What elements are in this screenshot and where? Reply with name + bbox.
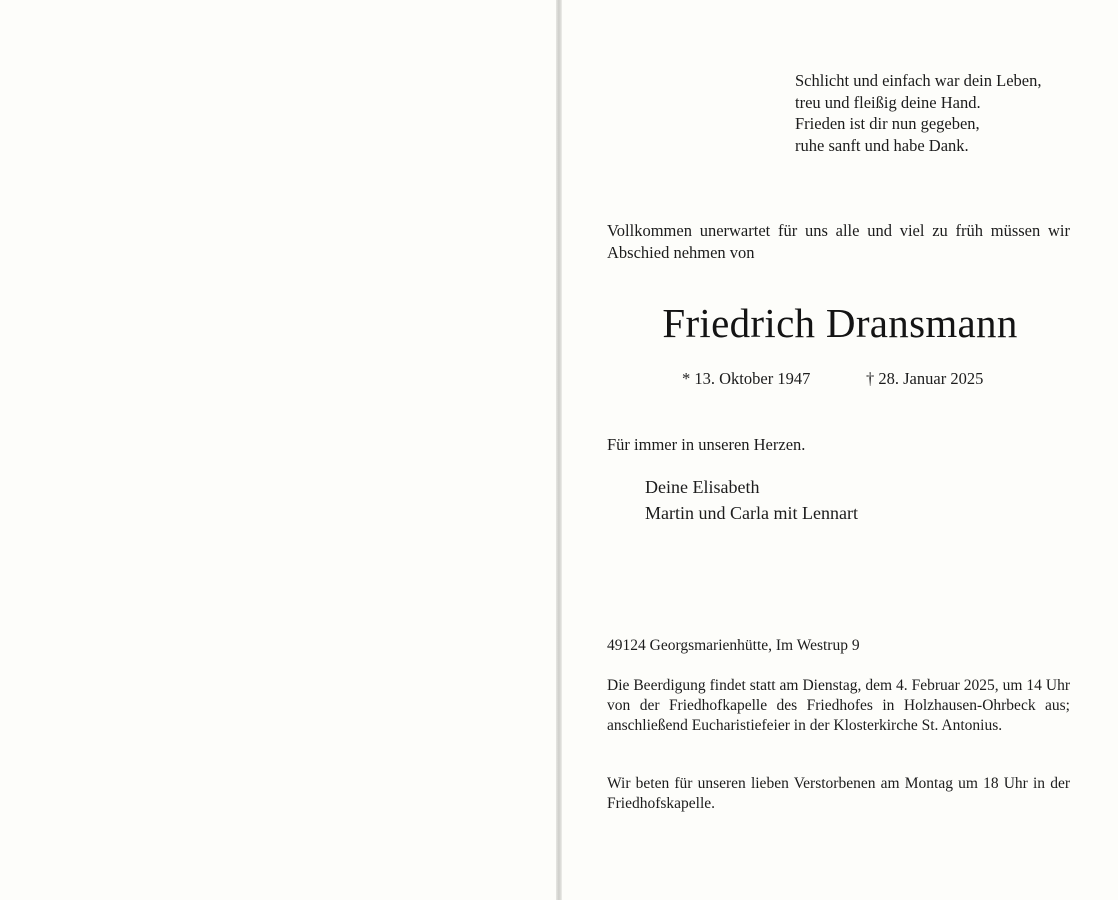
prayer-notice: Wir beten für unseren lieben Verstorbenen am Montag um 18 Uhr in der Friedhofskapelle.: [607, 775, 1070, 812]
mourners-list: [645, 474, 858, 526]
intro-text: Vollkommen unerwartet für uns alle und viel zu früh müssen wir Abschied nehmen von: [607, 221, 1070, 262]
poem-line: Frieden ist dir nun gegeben,: [795, 114, 980, 133]
left-page: [0, 0, 556, 900]
birth-date: * 13. Oktober 1947: [682, 369, 811, 388]
memorial-poem: [795, 70, 1042, 156]
poem-line: treu und fleißig deine Hand.: [795, 92, 981, 112]
funeral-notice: Die Beerdigung findet statt am Dienstag, dem 4. Februar 2025, um 14 Uhr von der Friedhofkapelle des Friedhofes in Holzhausen-Ohrbeck aus; anschließend Eucharistiefeier in der Klosterkirche St. Antonius.: [607, 677, 1070, 734]
death-date: † 28. Januar 2025: [866, 369, 984, 388]
family-address: 49124 Georgsmarienhütte, Im Westrup 9: [607, 637, 860, 654]
right-page: [562, 0, 1118, 900]
mourner: Martin und Carla mit Lennart: [645, 503, 858, 523]
deceased-name: Friedrich Dransmann: [662, 300, 1018, 346]
mourner: Deine Elisabeth: [645, 477, 760, 497]
poem-line: ruhe sanft und habe Dank.: [795, 135, 969, 155]
closing-line: Für immer in unseren Herzen.: [607, 435, 806, 454]
poem-line: Schlicht und einfach war dein Leben,: [795, 71, 1042, 90]
